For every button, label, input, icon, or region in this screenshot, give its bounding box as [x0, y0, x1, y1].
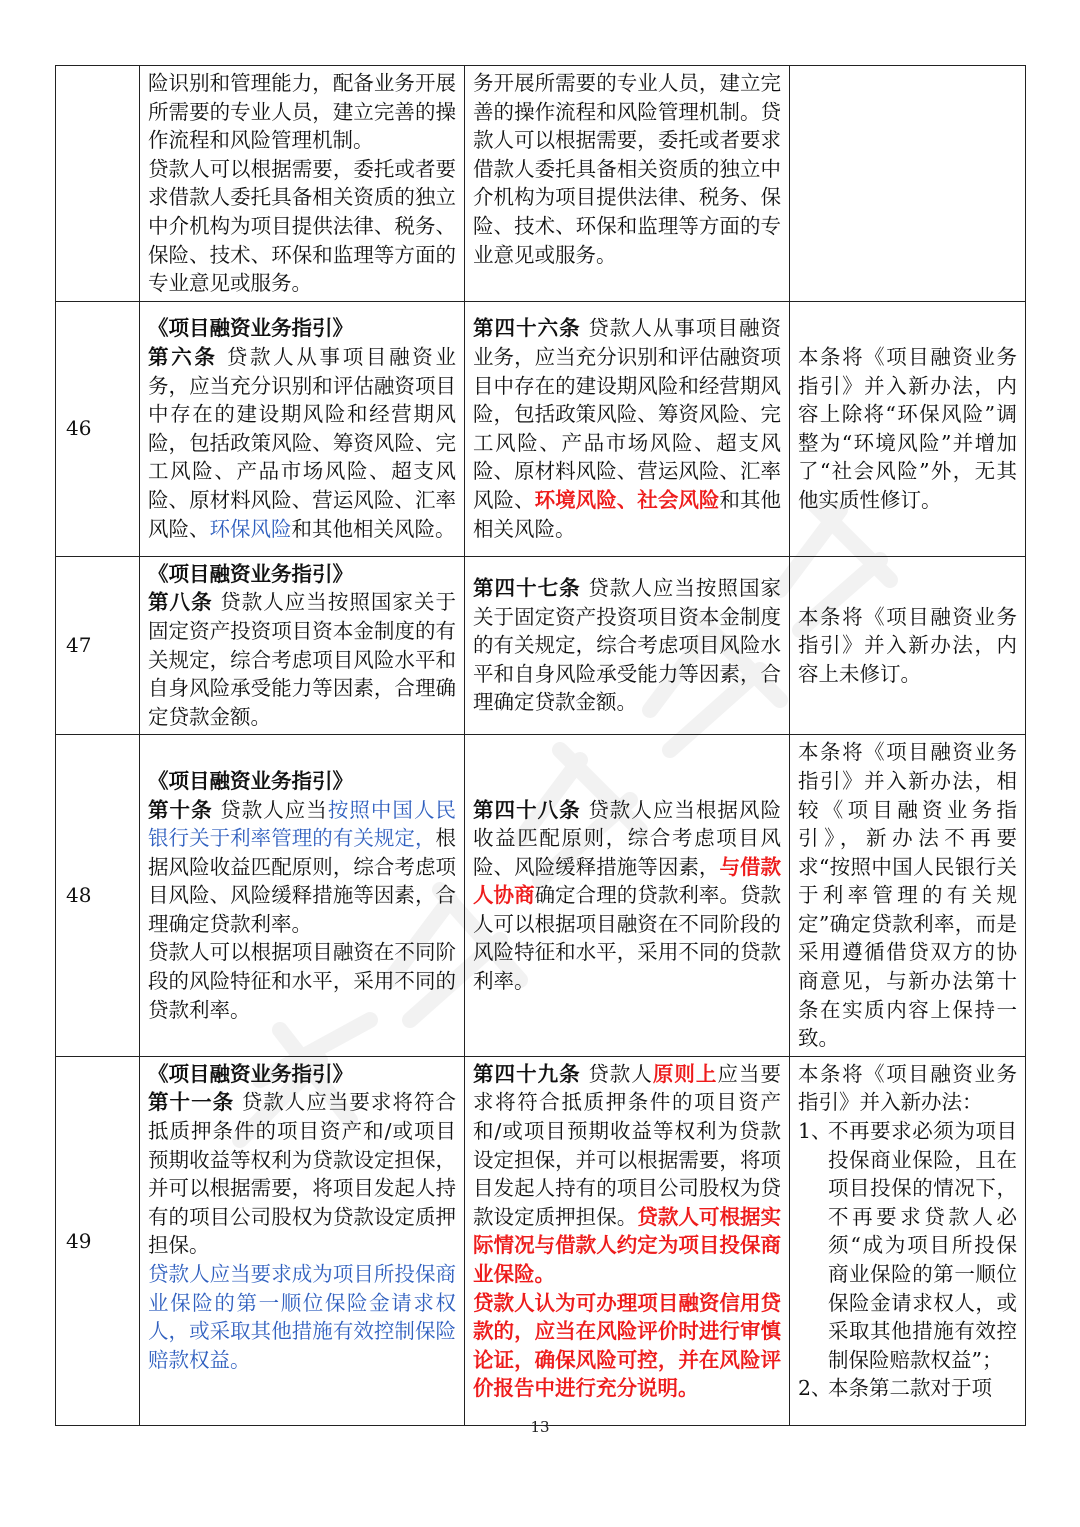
new-provision-text-bold: 第四十九条: [473, 1061, 581, 1086]
old-provision-text-bold: 《项目融资业务指引》: [148, 316, 353, 341]
table-row: [56, 301, 1026, 556]
list-marker: 1、: [798, 1119, 832, 1144]
old-provision-paragraph: [148, 314, 456, 343]
old-provision-text-bold: 《项目融资业务指引》: [148, 1061, 353, 1086]
old-provision-text: 贷款人应当要求成为项目所投保商业保险的第一顺位保险金请求权人，或采取其他措施有效控制保险赔款权益。: [148, 1262, 456, 1372]
note-cell: [790, 735, 1026, 1057]
old-provision-paragraph: [148, 938, 456, 1024]
old-provision-paragraph: [148, 1088, 456, 1260]
old-provision-cell: [140, 556, 465, 735]
new-provision-text: 与借款人协商: [473, 854, 782, 908]
old-provision-text-bold: 第八条: [148, 590, 213, 615]
old-provision-text: 贷款人可以根据需要，委托或者要求借款人委托具备相关资质的独立中介机构为项目提供法律、税务、保险、技术、环保和监理等方面的专业意见或服务。: [148, 156, 456, 296]
old-provision-text-bold: 《项目融资业务指引》: [148, 561, 353, 586]
old-provision-text-bold: 第十条: [148, 797, 213, 822]
table-row: [56, 556, 1026, 735]
new-provision-text: 环境风险、社会风险: [534, 487, 720, 512]
new-provision-text: 应当要求将符合抵质押条件的项目资产和/或项目预期收益等权利为贷款设定担保，并可以根据需要，将项目发起人持有的项目公司股权为贷款设定质押担保。: [473, 1061, 782, 1229]
new-provision-paragraph: [473, 574, 781, 717]
old-provision-text: 贷款人应当要求将符合抵质押条件的项目资产和/或项目预期收益等权利为贷款设定担保，并可以根据需要，将项目发起人持有的项目公司股权为贷款设定质押担保。: [148, 1090, 456, 1258]
list-item-text: 本条第二款对于项: [828, 1376, 992, 1401]
table-row: [56, 735, 1026, 1057]
new-provision-paragraph: [473, 1060, 781, 1289]
new-provision-paragraph: [473, 1289, 781, 1403]
new-provision-text: 贷款人认为可办理项目融资信用贷款的，应当在风险评价时进行审慎论证，确保风险可控，并在风险评价报告中进行充分说明。: [473, 1290, 781, 1401]
note-cell: [790, 1056, 1026, 1425]
old-provision-paragraph: [148, 343, 456, 543]
new-provision-cell: [465, 1056, 790, 1425]
new-provision-text: 和其他相关风险。: [473, 487, 782, 541]
new-provision-text: 原则上: [652, 1061, 718, 1086]
old-provision-text-bold: 第六条: [148, 344, 218, 369]
old-provision-text-bold: 《项目融资业务指引》: [148, 768, 353, 793]
new-provision-text-bold: 第四十七条: [473, 576, 581, 601]
note-text: 本条将《项目融资业务指引》并入新办法，内容上除将“环保风险”调整为“环境风险”并增加了“社会风险”外，无其他实质性修订。: [798, 344, 1017, 512]
new-provision-paragraph: [473, 796, 781, 996]
row-number: 46: [56, 301, 140, 556]
page-number: 13: [530, 1418, 550, 1436]
old-provision-cell: [140, 301, 465, 556]
old-provision-paragraph: [148, 69, 456, 155]
new-provision-cell: [465, 301, 790, 556]
table-body: [56, 66, 1026, 1426]
note-cell: [790, 66, 1026, 302]
row-number: 49: [56, 1056, 140, 1425]
old-provision-paragraph: [148, 767, 456, 796]
note-paragraph: [798, 343, 1017, 515]
new-provision-paragraph: [473, 69, 781, 269]
old-provision-text: 贷款人从事项目融资业务，应当充分识别和评估融资项目中存在的建设期风险和经营期风险，包括政策风险、筹资风险、完工风险、产品市场风险、超支风险、原材料风险、营运风险、汇率风险、: [148, 344, 456, 541]
old-provision-cell: [140, 66, 465, 302]
table-row: [56, 66, 1026, 302]
new-provision-text: 贷款人: [580, 1061, 653, 1086]
row-number: 47: [56, 556, 140, 735]
note-paragraph: [798, 738, 1017, 1053]
new-provision-text-bold: 第四十八条: [473, 797, 581, 822]
new-provision-cell: [465, 66, 790, 302]
old-provision-text: 和其他相关风险。: [291, 516, 456, 541]
new-provision-text: 贷款人应当根据风险收益匹配原则，综合考虑项目风险、风险缓释措施等因素，: [473, 797, 781, 879]
row-number: [56, 66, 140, 302]
old-provision-paragraph: [148, 1260, 456, 1374]
old-provision-text: 贷款人可以根据项目融资在不同阶段的风险特征和水平，采用不同的贷款利率。: [148, 940, 456, 1022]
note-text: 本条将《项目融资业务指引》并入新办法，相较《项目融资业务指引》，新办法不再要求“按照中国人民银行关于利率管理的有关规定”确定贷款利率，而是采用遵循借贷双方的协商意见，与新办法第十条在实质内容上保持一致。: [798, 740, 1017, 1051]
note-list-item: [798, 1117, 1017, 1374]
note-cell: [790, 556, 1026, 735]
new-provision-text: 贷款人从事项目融资业务，应当充分识别和评估融资项目中存在的建设期风险和经营期风险，包括政策风险、筹资风险、完工风险、产品市场风险、超支风险、原材料风险、营运风险、汇率风险、: [473, 316, 781, 512]
note-paragraph: [798, 1060, 1017, 1117]
note-text: 本条将《项目融资业务指引》并入新办法，内容上未修订。: [798, 604, 1017, 686]
old-provision-cell: [140, 1056, 465, 1425]
comparison-table: [55, 65, 1026, 1426]
list-item-text: 不再要求必须为项目投保商业保险，且在项目投保的情况下，不再要求贷款人必须“成为项目所投保商业保险的第一顺位保险金请求权人，或采取其他措施有效控制保险赔款权益”；: [828, 1119, 1017, 1372]
note-paragraph: [798, 603, 1017, 689]
old-provision-text: 贷款人应当按照国家关于固定资产投资项目资本金制度的有关规定，综合考虑项目风险水平和自身风险承受能力等因素，合理确定贷款金额。: [148, 590, 456, 729]
old-provision-paragraph: [148, 560, 456, 589]
old-provision-text-bold: 第十一条: [148, 1090, 235, 1115]
note-text: 本条将《项目融资业务指引》并入新办法：: [798, 1061, 1017, 1115]
old-provision-paragraph: [148, 155, 456, 298]
old-provision-text: 险识别和管理能力，配备业务开展所需要的专业人员，建立完善的操作流程和风险管理机制。: [148, 71, 456, 153]
new-provision-text: 贷款人应当按照国家关于固定资产投资项目资本金制度的有关规定，综合考虑项目风险水平和自身风险承受能力等因素，合理确定贷款金额。: [473, 576, 781, 715]
old-provision-text: 根据风险收益匹配原则，综合考虑项目风险、风险缓释措施等因素，合理确定贷款利率。: [148, 826, 456, 936]
old-provision-paragraph: [148, 796, 456, 939]
row-number: 48: [56, 735, 140, 1057]
new-provision-cell: [465, 556, 790, 735]
old-provision-text: 贷款人应当: [212, 797, 328, 822]
note-cell: [790, 301, 1026, 556]
table-row: [56, 1056, 1026, 1425]
new-provision-text: 务开展所需要的专业人员，建立完善的操作流程和风险管理机制。贷款人可以根据需要，委托或者要求借款人委托具备相关资质的独立中介机构为项目提供法律、税务、保险、技术、环保和监理等方面的专业意见或服务。: [473, 71, 781, 267]
new-provision-cell: [465, 735, 790, 1057]
new-provision-paragraph: [473, 314, 781, 543]
new-provision-text-bold: 第四十六条: [473, 316, 581, 341]
old-provision-cell: [140, 735, 465, 1057]
new-provision-text: 贷款人可根据实际情况与借款人约定为项目投保商业保险。: [473, 1204, 782, 1286]
old-provision-text: 环保风险: [209, 516, 292, 541]
old-provision-paragraph: [148, 588, 456, 731]
new-provision-text: 确定合理的贷款利率。贷款人可以根据项目融资在不同阶段的风险特征和水平，采用不同的贷款利率。: [473, 883, 782, 994]
old-provision-paragraph: [148, 1060, 456, 1089]
note-list-item: [798, 1374, 1017, 1403]
list-marker: 2、: [798, 1376, 832, 1401]
old-provision-text: 按照中国人民银行关于利率管理的有关规定，: [148, 797, 456, 851]
